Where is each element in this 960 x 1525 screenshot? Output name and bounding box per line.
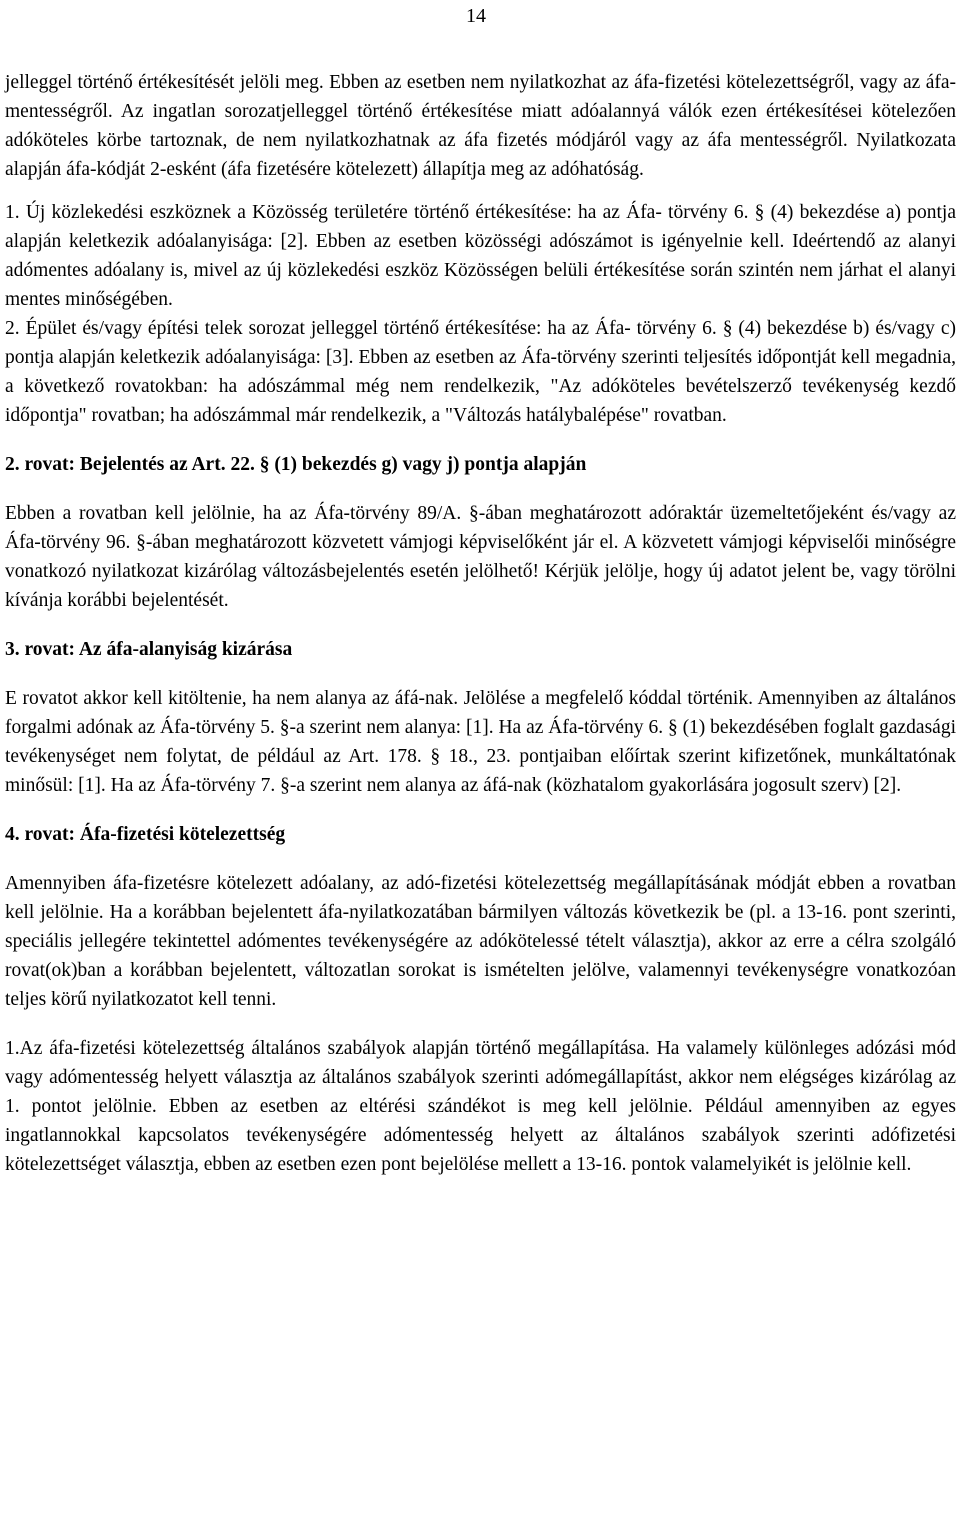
section-heading-rovat-3: 3. rovat: Az áfa-alanyiság kizárása	[5, 639, 293, 660]
document-body	[5, 68, 956, 1179]
page-number: 14	[466, 5, 486, 27]
paragraph-rovat-4-item-1: 1.Az áfa-fizetési kötelezettség általános szabályok alapján történő megállapítása. Ha valamely különleges adózási mód vagy adómentesség helyett választja az általános szabályok szerinti adómegállapítást, akkor nem elégséges kizárólag az 1. pontot jelölnie. Ebben az esetben az eltérési szándékot is meg kell jelölnie. Például amennyiben az egyes ingatlannokkal kapcsolatos tevékenységére adómentesség helyett az általános szabályok szerinti adófizetési kötelezettséget választja, ebben az esetben ezen pont bejelölése mellett a 13-16. pontok valamelyikét is jelölnie kell.	[5, 1038, 956, 1175]
section-heading-rovat-2: 2. rovat: Bejelentés az Art. 22. § (1) bekezdés g) vagy j) pontja alapján	[5, 454, 587, 475]
paragraph-item-2: 2. Épület és/vagy építési telek sorozat jelleggel történő értékesítése: ha az Áfa- törvény 6. § (4) bekezdése b) és/vagy c) pontja alapján keletkezik adóalanyisága: [3]. Ebben az esetben az Áfa-törvény szerinti teljesítés időpontját kell megadnia, a következő rovatokban: ha adószámmal még nem rendelkezik, "Az adóköteles bevételszerző tevékenység kezdő időpontja" rovatban; ha adószámmal már rendelkezik, a "Változás hatálybalépése" rovatban.	[5, 318, 956, 426]
paragraph-rovat-4: Amennyiben áfa-fizetésre kötelezett adóalany, az adó-fizetési kötelezettség megállapításának módját ebben a rovatban kell jelölnie. Ha a korábban bejelentett áfa-nyilatkozatában bármilyen változás következik be (pl. a 13-16. pont szerinti, speciális jellegére tekintettel adómentes tevékenységére az adókötelessé tételt választja), akkor az erre a célra szolgáló rovat(ok)ban a korábban bejelentett, változatlan sorokat is ismételten jelölve, valamennyi tevékenységre vonatkozóan teljes körű nyilatkozatot kell tenni.	[5, 873, 956, 1010]
paragraph-rovat-3: E rovatot akkor kell kitöltenie, ha nem alanya az áfá-nak. Jelölése a megfelelő kóddal történik. Amennyiben az általános forgalmi adónak az Áfa-törvény 5. §-a szerint nem alanya: [1]. Ha az Áfa-törvény 6. § (1) bekezdésében foglalt gazdasági tevékenységet nem folytat, de például az Art. 178. § 18., 23. pontjaiban előírtak szerint kifizetőnek, munkáltatónak minősül: [1]. Ha az Áfa-törvény 7. §-a szerint nem alanya az áfá-nak (közhatalom gyakorlására jogosult szerv) [2].	[5, 688, 956, 796]
paragraph-rovat-2: Ebben a rovatban kell jelölnie, ha az Áfa-törvény 89/A. §-ában meghatározott adóraktár üzemeltetőjeként és/vagy az Áfa-törvény 96. §-ában meghatározott közvetett vámjogi képviselőként jár el. A közvetett vámjogi képviselői minőségre vonatkozó nyilatkozat kizárólag változásbejelentés esetén jelölhető! Kérjük jelölje, hogy új adatot jelent be, vagy törölni kívánja korábbi bejelentését.	[5, 503, 956, 611]
section-heading-rovat-4: 4. rovat: Áfa-fizetési kötelezettség	[5, 824, 286, 845]
paragraph-item-1: 1. Új közlekedési eszköznek a Közösség területére történő értékesítése: ha az Áfa- törvény 6. § (4) bekezdése a) pontja alapján keletkezik adóalanyisága: [2]. Ebben az esetben közösségi adószámot is igényelnie kell. Ideértendő az alanyi adómentes adóalany is, mivel az új közlekedési eszköz Közösségen belüli értékesítése során szintén nem járhat el alanyi mentes minőségében.	[5, 202, 956, 310]
paragraph-continuation: jelleggel történő értékesítését jelöli meg. Ebben az esetben nem nyilatkozhat az áfa-fizetési kötelezettségről, vagy az áfa-mentességről. Az ingatlan sorozatjelleggel történő értékesítése miatt adóalannyá válók ezen értékesítései kötelezően adóköteles körbe tartoznak, de nem nyilatkozhatnak az áfa fizetés módjáról vagy az áfa mentességről. Nyilatkozata alapján áfa-kódját 2-esként (áfa fizetésére kötelezett) állapítja meg az adóhatóság.	[5, 72, 956, 180]
